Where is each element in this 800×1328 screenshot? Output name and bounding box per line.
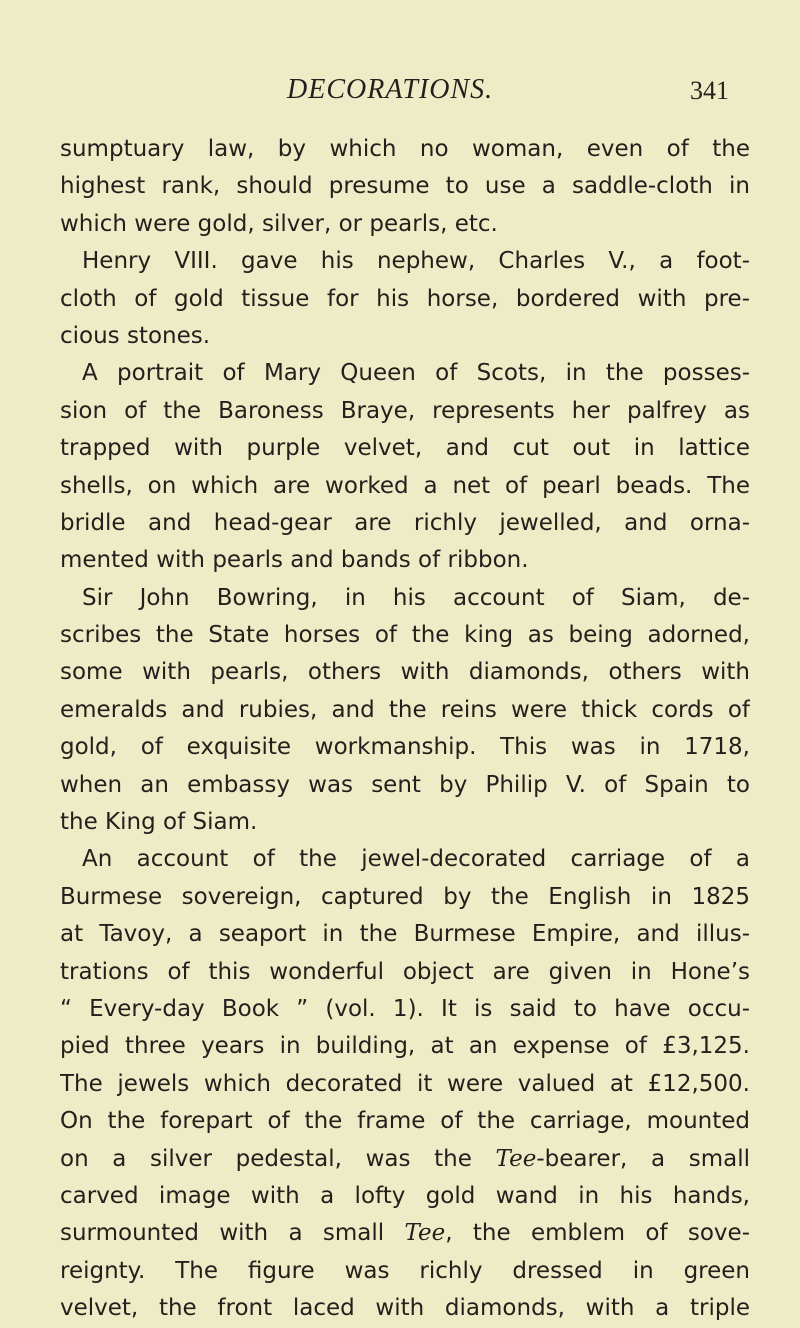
text-line: cloth of gold tissue for his horse, bordered with pre-: [60, 285, 750, 312]
text-line: carved image with a lofty gold wand in his hands,: [60, 1182, 750, 1209]
text-line: Burmese sovereign, captured by the English in 1825: [60, 883, 750, 910]
text-line: sumptuary law, by which no woman, even of the: [60, 136, 750, 162]
text-line: The jewels which decorated it were valued at £12,500.: [60, 1070, 750, 1097]
text-line: surmounted with a small Tee, the emblem of sove-: [60, 1220, 750, 1247]
page-header: [0, 74, 800, 118]
text-line: on a silver pedestal, was the Tee-bearer, a small: [60, 1145, 750, 1172]
text-line: trapped with purple velvet, and cut out in lattice: [60, 435, 750, 462]
text-line: shells, on which are worked a net of pearl beads. The: [60, 472, 750, 499]
text-line: reignty. The figure was richly dressed in green: [60, 1257, 750, 1284]
running-head: DECORATIONS.: [287, 74, 494, 105]
text-line: emeralds and rubies, and the reins were thick cords of: [60, 696, 750, 723]
text-line: some with pearls, others with diamonds, others with: [60, 659, 750, 686]
text-line: pied three years in building, at an expense of £3,125.: [60, 1033, 750, 1060]
text-line: velvet, the front laced with diamonds, with a triple: [60, 1295, 750, 1322]
text-line: A portrait of Mary Queen of Scots, in the posses-: [82, 360, 750, 387]
text-line: bridle and head-gear are richly jewelled, and orna-: [60, 509, 750, 536]
text-line: scribes the State horses of the king as being adorned,: [60, 622, 750, 649]
text-line: trations of this wonderful object are given in Hone’s: [60, 958, 750, 985]
text-line: gold, of exquisite workmanship. This was in 1718,: [60, 734, 750, 761]
text-line: highest rank, should presume to use a saddle-cloth in: [60, 173, 750, 200]
text-line: Sir John Bowring, in his account of Siam, de-: [82, 584, 750, 611]
text-line: “ Every-day Book ” (vol. 1). It is said to have occu-: [60, 995, 750, 1022]
body-text: [60, 131, 750, 1328]
text-line: mented with pearls and bands of ribbon.: [60, 547, 529, 574]
text-line: On the forepart of the frame of the carriage, mounted: [60, 1108, 750, 1135]
text-line: at Tavoy, a seaport in the Burmese Empire, and illus-: [60, 921, 750, 948]
page-number: 341: [690, 76, 729, 105]
text-line: An account of the jewel-decorated carriage of a: [82, 846, 750, 873]
text-line: cious stones.: [60, 322, 211, 349]
text-line: sion of the Baroness Braye, represents her palfrey as: [60, 397, 750, 424]
text-line: Henry VIII. gave his nephew, Charles V., a foot-: [82, 248, 750, 275]
text-line: when an embassy was sent by Philip V. of Spain to: [60, 771, 750, 798]
text-line: the King of Siam.: [60, 809, 258, 836]
text-line: which were gold, silver, or pearls, etc.: [60, 210, 498, 237]
